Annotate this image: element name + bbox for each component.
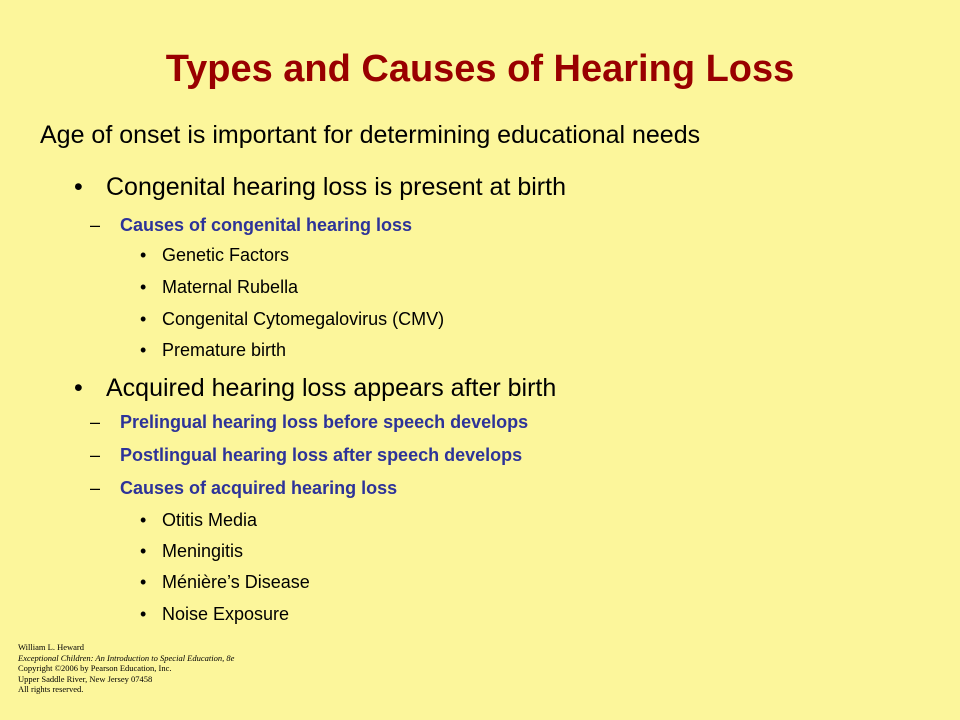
- acquired-cause: Ménière’s Disease: [162, 572, 310, 592]
- bullet-marker: •: [140, 340, 147, 360]
- credits-location: Upper Saddle River, New Jersey 07458: [18, 673, 153, 684]
- bullet-acquired: [74, 371, 556, 405]
- bullet-marker: •: [140, 541, 147, 561]
- bullet-marker: •: [140, 510, 147, 530]
- acquired-causes-label: Causes of acquired hearing loss: [120, 478, 398, 498]
- slide-title: Types and Causes of Hearing Loss: [165, 48, 795, 90]
- list-item: [140, 538, 243, 564]
- congenital-heading: Congenital hearing loss is present at birth: [106, 173, 566, 201]
- postlingual-text: Postlingual hearing loss after speech develops: [120, 445, 523, 465]
- subbullet-prelingual: [90, 409, 528, 435]
- credits-copyright: Copyright ©2006 by Pearson Education, Inc.: [18, 663, 172, 673]
- prelingual-text: Prelingual hearing loss before speech develops: [120, 412, 529, 432]
- congenital-cause: Maternal Rubella: [162, 277, 299, 297]
- bullet-marker: •: [74, 173, 83, 201]
- list-item: [140, 274, 298, 300]
- dash-marker: –: [90, 412, 101, 432]
- congenital-cause: Premature birth: [162, 340, 287, 360]
- subbullet-congenital-causes: [90, 212, 412, 238]
- bullet-marker: •: [140, 309, 147, 329]
- bullet-marker: •: [140, 245, 147, 265]
- credits-block: [18, 642, 234, 695]
- list-item: [140, 242, 289, 268]
- credits-book: Exceptional Children: An Introduction to Special Education, 8e: [18, 652, 235, 663]
- list-item: [140, 306, 444, 332]
- congenital-causes-label: Causes of congenital hearing loss: [120, 215, 413, 235]
- list-item: [140, 569, 310, 595]
- bullet-congenital: [74, 170, 566, 204]
- credits-rights: All rights reserved.: [18, 684, 84, 694]
- acquired-cause: Noise Exposure: [162, 604, 290, 624]
- bullet-marker: •: [74, 374, 83, 402]
- list-item: [140, 507, 257, 533]
- congenital-cause: Genetic Factors: [162, 245, 290, 265]
- credits-author: William L. Heward: [18, 642, 84, 652]
- acquired-heading: Acquired hearing loss appears after birth: [106, 374, 557, 402]
- slide-subtitle: Age of onset is important for determining educational needs: [40, 121, 701, 149]
- list-item: [140, 337, 286, 363]
- subbullet-postlingual: [90, 442, 522, 468]
- dash-marker: –: [90, 478, 101, 498]
- dash-marker: –: [90, 215, 101, 235]
- congenital-cause: Congenital Cytomegalovirus (CMV): [162, 309, 445, 329]
- dash-marker: –: [90, 445, 101, 465]
- subbullet-acquired-causes: [90, 475, 397, 501]
- bullet-marker: •: [140, 604, 147, 624]
- acquired-cause: Otitis Media: [162, 510, 258, 530]
- bullet-marker: •: [140, 277, 147, 297]
- bullet-marker: •: [140, 572, 147, 592]
- acquired-cause: Meningitis: [162, 541, 244, 561]
- list-item: [140, 601, 289, 627]
